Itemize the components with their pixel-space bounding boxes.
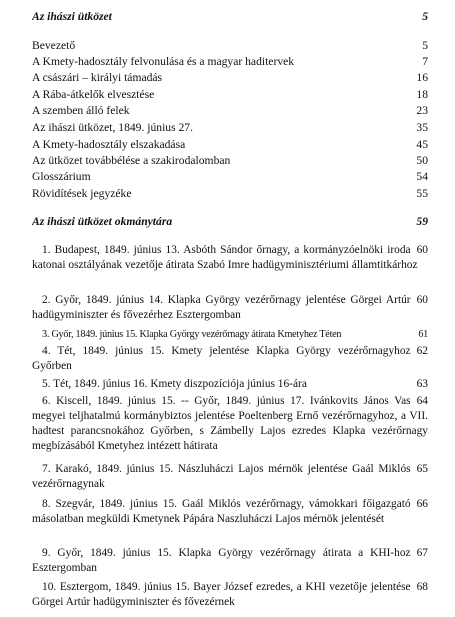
toc-entry (32, 187, 428, 201)
document-text: 1. Budapest, 1849. június 13. Asbóth Sándor őrnagy, a kormányzóelnöki iroda katonai osztályának vezetője átirata Szabó Imre hadügyminisztériumi államtitkárhoz (32, 244, 418, 271)
heading-page-number: 5 (422, 10, 428, 23)
document-text: 9. Győr, 1849. június 15. Klapka György vezérőrnagy átirata a KHI-hoz Esztergomban (32, 547, 411, 574)
heading-title: Az ihászi ütközet okmánytára (32, 215, 173, 228)
toc-entry (32, 71, 428, 85)
document-entry (32, 344, 428, 374)
document-text: 2. Győr, 1849. június 14. Klapka György vezérőrnagy jelentése Görgei Artúr hadügyminiszter és fővezérhez Esztergomban (32, 294, 411, 321)
toc-entry-label: Az ihászi ütközet, 1849. június 27. (32, 121, 193, 134)
toc-entry-label: Az ütközet továbbélése a szakirodalomban (32, 154, 231, 167)
toc-entry (32, 170, 428, 184)
document-page: 65 (416, 463, 428, 475)
document-text: 8. Szegvár, 1849. június 15. Gaál Miklós vezérőrnagy, vámokkari főigazgató másolatban megküldi Kmetynek Pápára Naszluháczi Lajos mérnök jelentését (32, 498, 411, 525)
toc-entry-page: 55 (416, 187, 428, 200)
toc-entry-label: A Kmety-hadosztály felvonulása és a magyar haditervek (32, 55, 295, 68)
toc-entry-page: 7 (422, 55, 428, 68)
document-page: 64 (416, 395, 428, 407)
document-text: 3. Győr, 1849. június 15. Klapka György vezérőrnagy átirata Kmetyhez Téten (42, 329, 342, 340)
heading-title: Az ihászi ütközet (32, 10, 112, 23)
toc-entry-page: 35 (416, 121, 428, 134)
toc-entry-page: 45 (416, 138, 428, 151)
document-page: 63 (416, 378, 428, 390)
toc-entry-label: A szemben álló felek (32, 104, 130, 117)
toc-entry (32, 55, 428, 69)
toc-entry (32, 121, 428, 135)
toc-entry-page: 54 (416, 170, 428, 183)
document-page: 60 (416, 244, 428, 256)
document-page: 66 (416, 498, 428, 510)
document-page: 62 (416, 345, 428, 357)
toc-entry (32, 138, 428, 152)
document-text: 5. Tét, 1849. június 16. Kmety diszpozíciója június 16-ára (42, 378, 307, 390)
toc-entry-label: Glosszárium (32, 170, 91, 183)
toc-entry-label: Rövidítések jegyzéke (32, 187, 132, 200)
document-text: 4. Tét, 1849. június 15. Kmety jelentése Klapka György vezérőrnagyhoz Győrben (32, 345, 411, 372)
toc-entry (32, 154, 428, 168)
document-entry (32, 293, 428, 323)
section-heading-ihaszi-utkozet (32, 10, 428, 24)
document-text: 6. Kiscell, 1849. június 15. -- Győr, 1849. június 17. Ivánkovits János Vas megyei teljhatalmú kormánybiztos jelentése Poeltenberg Ernő vezérőrnagyhoz, a VII. hadtest parancsnokához Győrben, s Zámbelly Lajos ezredes Klapka vezérőrnagy megbízásából Kmetyhez intézett hátirata (32, 395, 428, 452)
document-text: 10. Esztergom, 1849. június 15. Bayer József ezredes, a KHI vezetője jelentése Görgei Artúr hadügyminiszter és fővezérnek (32, 581, 411, 608)
toc-entry-page: 18 (416, 88, 428, 101)
document-page: 61 (418, 329, 428, 340)
toc-entry (32, 104, 428, 118)
toc-entry-page: 5 (422, 39, 428, 52)
toc-entry-page: 23 (416, 104, 428, 117)
document-entry (32, 394, 428, 454)
document-entry (32, 243, 428, 273)
heading-page-number: 59 (416, 215, 428, 228)
toc-entry-page: 50 (416, 154, 428, 167)
document-entry (32, 580, 428, 610)
toc-entry (32, 88, 428, 102)
document-entry (32, 497, 428, 527)
document-text: 7. Karakó, 1849. június 15. Nászluháczi Lajos mérnök jelentése Gaál Miklós vezérőrnagynak (32, 463, 411, 490)
document-entry (32, 377, 428, 392)
document-page: 68 (416, 581, 428, 593)
section-heading-okmanytar (32, 215, 428, 229)
toc-entry (32, 39, 428, 53)
toc-entry-label: Bevezető (32, 39, 76, 52)
document-entry (32, 327, 428, 342)
toc-entry-label: A Kmety-hadosztály elszakadása (32, 138, 186, 151)
document-page: 60 (416, 294, 428, 306)
toc-entry-label: A császári – királyi támadás (32, 71, 163, 84)
document-entry (32, 546, 428, 576)
document-page: 67 (416, 547, 428, 559)
document-entry (32, 462, 428, 492)
toc-entry-label: A Rába-átkelők elvesztése (32, 88, 155, 101)
toc-entry-page: 16 (416, 71, 428, 84)
